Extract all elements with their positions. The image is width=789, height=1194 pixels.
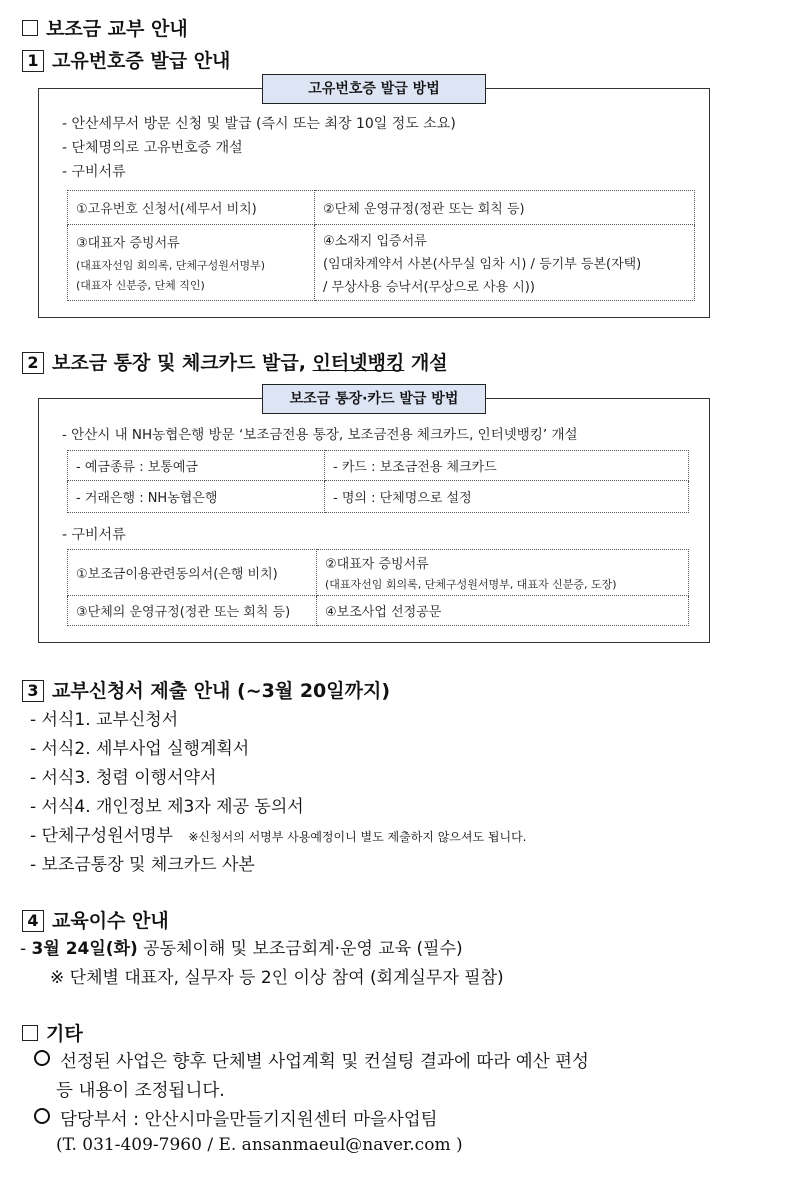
section-number-box: 3 [22,680,44,702]
s2-doc-2-sub: (대표자선임 회의록, 단체구성원서명부, 대표자 신분증, 도장) [325,578,617,591]
etc-bullet-1 [34,1048,589,1073]
s3-item-1: - 서식1. 교부신청서 [30,710,179,730]
s1-doc-1: ①고유번호 신청서(세무서 비치) [68,191,315,225]
s3-item-5 [30,821,526,846]
s4-line-2: ※ 단체별 대표자, 실무자 등 2인 이상 참여 (회계실무자 필참) [50,968,504,988]
s1-doc-3-sub2: (대표자 신분증, 단체 직인) [76,279,205,292]
s1-doc-4-sub2: / 무상사용 승낙서(무상으로 사용 시)) [323,280,535,295]
section-1-heading [22,46,230,73]
s1-doc-3-main: ③대표자 증빙서류 [76,236,180,251]
s1-line-1: - 안산세무서 방문 신청 및 발급 (즉시 또는 최장 10일 정도 소요) [62,116,456,132]
etc-title: 기타 [46,1023,83,1045]
s4-date: 3월 24일(화) [31,939,138,959]
section-1-pill: 고유번호증 발급 방법 [262,74,486,104]
s2-doc-2 [317,550,689,596]
etc-heading [22,1019,83,1046]
s2-doc-3: ③단체의 운영규정(정관 또는 회칙 등) [68,596,317,626]
etc-contact: (T. 031-409-7960 / E. ansanmaeul@naver.com ) [56,1135,463,1155]
section-number-box: 1 [22,50,44,72]
section-4-title: 교육이수 안내 [52,910,169,932]
section-number-box: 2 [22,352,44,374]
s2-docs-table [67,549,689,626]
s3-item-5-text: - 단체구성원서명부 [30,826,173,846]
etc-bullet-2 [34,1106,438,1131]
etc-bullet-2-text: 담당부서 : 안산시마을만들기지원센터 마을사업팀 [60,1110,438,1130]
s4-line-1-rest: 공동체이해 및 보조금회계·운영 교육 (필수) [137,939,463,959]
s2-info-c: - 거래은행 : NH농협은행 [68,481,325,513]
section-2-title-c: 개설 [404,352,448,374]
s1-doc-4-sub1: (임대차계약서 사본(사무실 임차 시) / 등기부 등본(자택) [323,257,642,272]
checkbox-square-icon [22,20,38,36]
s2-line-2: - 구비서류 [62,527,126,543]
section-1-title: 고유번호증 발급 안내 [52,50,231,72]
s2-doc-2-main: ②대표자 증빙서류 [325,557,429,572]
s3-item-6: - 보조금통장 및 체크카드 사본 [30,855,255,875]
s2-doc-1: ①보조금이용관련동의서(은행 비치) [68,550,317,596]
circle-bullet-icon [34,1050,50,1066]
s1-doc-2: ②단체 운영규정(정관 또는 회칙 등) [315,191,695,225]
s1-line-3: - 구비서류 [62,164,126,180]
s1-doc-3-sub1: (대표자선임 회의록, 단체구성원서명부) [76,259,266,272]
s3-item-2: - 서식2. 세부사업 실행계획서 [30,739,250,759]
section-2-heading [22,348,448,375]
s2-info-d: - 명의 : 단체명으로 설정 [325,481,689,513]
section-4-heading [22,906,169,933]
section-2-title-a: 보조금 통장 및 체크카드 발급, [52,352,313,374]
checkbox-square-icon [22,1025,38,1041]
s2-doc-4: ④보조사업 선정공문 [317,596,689,626]
section-number-box: 4 [22,910,44,932]
etc-bullet-1-line-2: 등 내용이 조정됩니다. [56,1081,225,1101]
etc-bullet-1-line-1: 선정된 사업은 향후 단체별 사업계획 및 컨설팅 결과에 따라 예산 편성 [60,1052,589,1072]
s2-info-table [67,450,689,513]
s2-info-a: - 예금종류 : 보통예금 [68,451,325,481]
s1-docs-table [67,190,695,301]
s1-line-2: - 단체명의로 고유번호증 개설 [62,140,243,156]
s1-doc-4-main: ④소재지 입증서류 [323,234,427,249]
section-2-pill: 보조금 통장·카드 발급 방법 [262,384,486,414]
s3-item-3: - 서식3. 청렴 이행서약서 [30,768,217,788]
main-title [22,14,188,41]
s1-doc-4 [315,225,695,301]
s2-info-b: - 카드 : 보조금전용 체크카드 [325,451,689,481]
section-2-title-b: 인터넷뱅킹 [312,352,405,374]
main-title-text: 보조금 교부 안내 [46,18,188,40]
s4-dash: - [20,939,32,959]
s2-line-1: - 안산시 내 NH농협은행 방문 ‘보조금전용 통장, 보조금전용 체크카드, 인터넷뱅킹’ 개설 [62,427,578,443]
section-3-heading [22,676,390,703]
s4-line-1 [20,934,463,959]
s1-doc-3 [68,225,315,301]
section-3-title: 교부신청서 제출 안내 (~3월 20일까지) [52,680,391,702]
s3-item-4: - 서식4. 개인정보 제3자 제공 동의서 [30,797,304,817]
circle-bullet-icon [34,1108,50,1124]
s3-note: ※신청서의 서명부 사용예정이니 별도 제출하지 않으셔도 됩니다. [188,830,527,844]
